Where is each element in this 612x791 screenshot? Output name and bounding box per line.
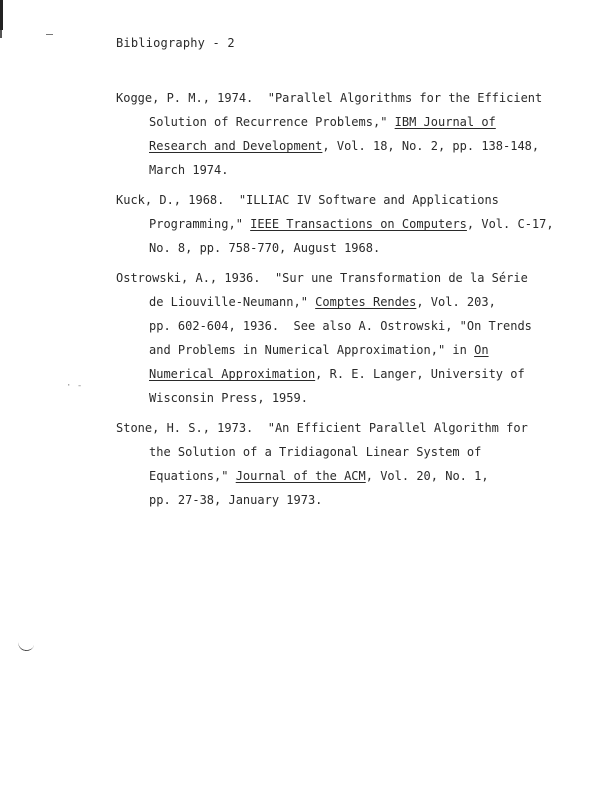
entry-line [116,290,586,314]
publication-title: IBM Journal of [394,115,496,129]
entry-text: Kogge, P. M., 1974. "Parallel Algorithms for the Efficient [116,91,543,105]
entry-text: Equations," [149,469,236,483]
entry-text: No. 8, pp. 758-770, August 1968. [149,241,381,255]
entry-line [116,488,586,512]
bibliography-entry [116,86,586,182]
binding-mark [0,0,3,30]
entry-line [116,464,586,488]
scan-artifact-dash [46,34,53,35]
entry-text: pp. 27-38, January 1973. [149,493,323,507]
entry-line [116,134,586,158]
bibliography-entry [116,416,586,512]
entry-text: Programming," [149,217,251,231]
entry-line [116,338,586,362]
entry-line [116,386,586,410]
entry-line [116,212,586,236]
entry-text: pp. 602-604, 1936. See also A. Ostrowski, "On Trends [149,319,532,333]
publication-title: On [474,343,489,357]
entry-text: the Solution of a Tridiagonal Linear System of [149,445,482,459]
entry-line [116,440,586,464]
scan-artifact-hook [17,636,35,652]
entry-line [116,110,586,134]
bibliography-entry [116,266,586,410]
entry-line [116,86,586,110]
entry-line [116,416,586,440]
publication-title: Comptes Rendes [315,295,417,309]
entry-line [116,158,586,182]
page-header: Bibliography - 2 [116,36,235,50]
entry-line [116,362,586,386]
entry-line [116,188,586,212]
entry-text: , Vol. 20, No. 1, [365,469,489,483]
entry-text: , Vol. 18, No. 2, pp. 138-148, [322,139,540,153]
entry-text: , Vol. 203, [416,295,496,309]
entry-text: and Problems in Numerical Approximation," in [149,343,475,357]
entry-text: Wisconsin Press, 1959. [149,391,308,405]
bibliography-entry [116,188,586,260]
entry-line [116,266,586,290]
bibliography-list [116,86,586,518]
publication-title: IEEE Transactions on Computers [250,217,467,231]
entry-text: Stone, H. S., 1973. "An Efficient Parallel Algorithm for [116,421,528,435]
entry-line [116,314,586,338]
entry-text: Kuck, D., 1968. "ILLIAC IV Software and Applications [116,193,499,207]
entry-text: Solution of Recurrence Problems," [149,115,395,129]
entry-text: , R. E. Langer, University of [315,367,525,381]
publication-title: Research and Development [149,139,323,153]
entry-line [116,236,586,260]
binding-mark-tail [0,30,2,38]
entry-text: Ostrowski, A., 1936. "Sur une Transformation de la Série [116,271,528,285]
entry-text: de Liouville-Neumann," [149,295,316,309]
entry-text: March 1974. [149,163,229,177]
scan-artifact-dots: · - [66,381,83,391]
publication-title: Journal of the ACM [235,469,366,483]
entry-text: , Vol. C-17, [466,217,554,231]
publication-title: Numerical Approximation [149,367,316,381]
